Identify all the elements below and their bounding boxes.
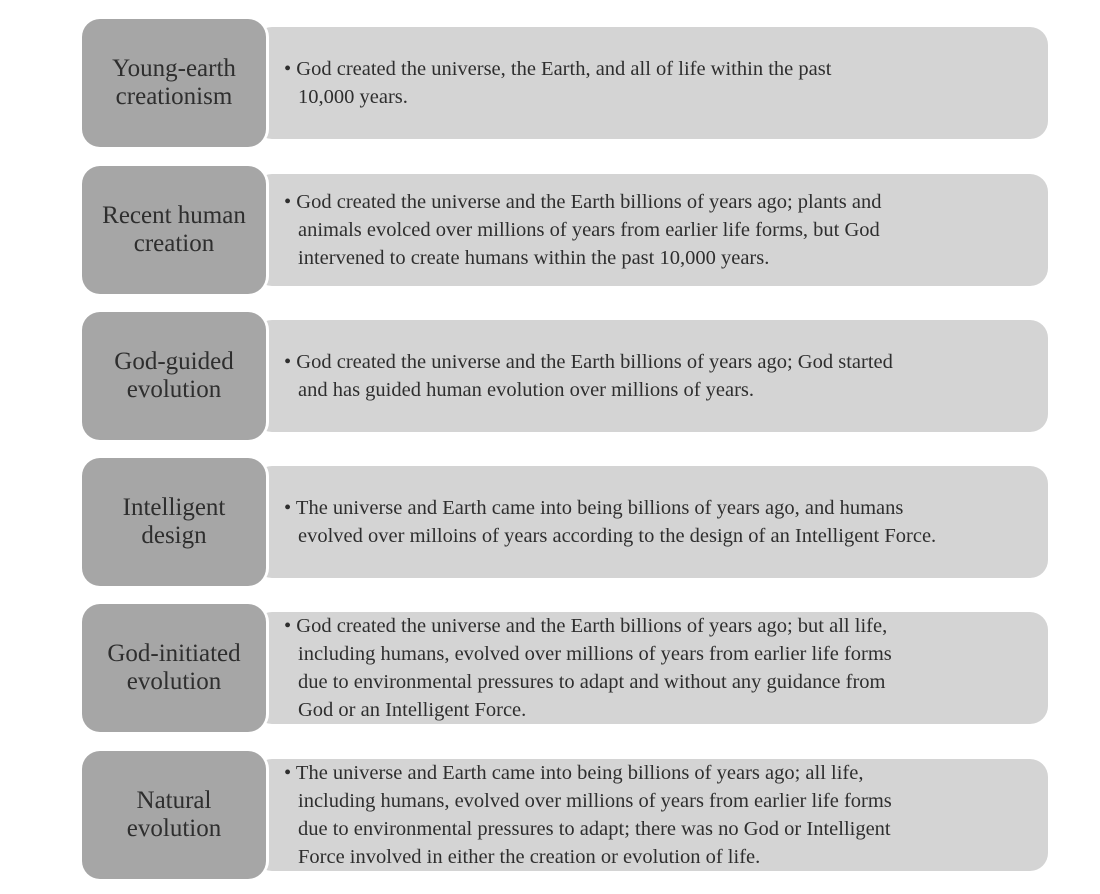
description-bullet: • The universe and Earth came into being billions of years ago, and humans evolved over milloins of years according to the design of an Intelligent Force. (284, 497, 937, 547)
description-box (254, 466, 1048, 578)
label-box (82, 19, 266, 147)
description-bullet: • God created the universe and the Earth billions of years ago; God started and has guided human evolution over millions of years. (284, 351, 893, 401)
description-bullet: • The universe and Earth came into being billions of years ago; all life, including humans, evolved over millions of years from earlier life forms due to environmental pressures to adapt; there was no God or Intelligent Force involved in either the creation or evolution of life. (284, 762, 892, 868)
row-label: God-initiated evolution (107, 640, 241, 695)
row-god-initiated-evolution (82, 604, 1048, 732)
row-god-guided-evolution (82, 312, 1048, 440)
description-list (284, 494, 1030, 550)
description-box (254, 320, 1048, 432)
description-bullet: • God created the universe, the Earth, and all of life within the past 10,000 years. (284, 58, 832, 108)
row-label: God-guided evolution (114, 348, 234, 403)
row-label: Young-earth creationism (112, 55, 236, 110)
row-label: Recent human creation (102, 202, 246, 257)
description-list (284, 55, 1030, 111)
description-box (254, 612, 1048, 724)
row-label: Natural evolution (126, 787, 222, 842)
description-list (284, 188, 1030, 272)
description-list (284, 759, 1030, 871)
description-box (254, 174, 1048, 286)
row-natural-evolution (82, 751, 1048, 879)
description-box (254, 27, 1048, 139)
label-box (82, 166, 266, 294)
label-box (82, 458, 266, 586)
label-box (82, 312, 266, 440)
row-label: Intelligent design (122, 494, 226, 549)
description-bullet: • God created the universe and the Earth billions of years ago; plants and animals evolced over millions of years from earlier life forms, but God intervened to create humans within the past 10,000 years. (284, 191, 882, 269)
description-list (284, 612, 1030, 724)
description-bullet: • God created the universe and the Earth billions of years ago; but all life, including humans, evolved over millions of years from earlier life forms due to environmental pressures to adapt and without any guidance from God or an Intelligent Force. (284, 615, 892, 721)
description-box (254, 759, 1048, 871)
row-young-earth-creationism (82, 19, 1048, 147)
description-list (284, 348, 1030, 404)
label-box (82, 751, 266, 879)
label-box (82, 604, 266, 732)
row-intelligent-design (82, 458, 1048, 586)
row-recent-human-creation (82, 166, 1048, 294)
